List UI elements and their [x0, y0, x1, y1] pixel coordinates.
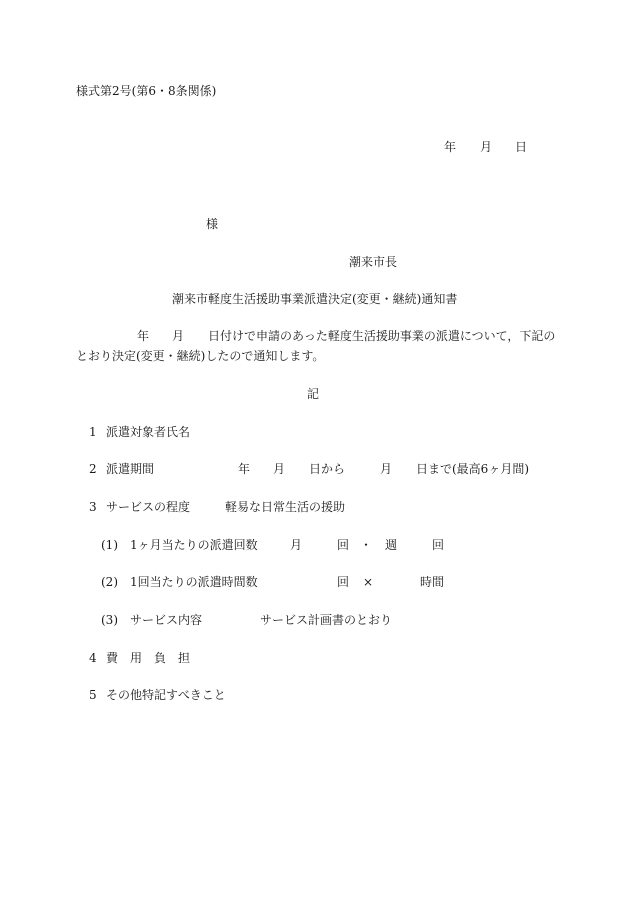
item-label: 派遣対象者氏名 [106, 425, 191, 439]
body-month: 月 [172, 329, 185, 343]
period-to: 日まで(最高6ヶ月間) [416, 462, 529, 476]
item-number: 4 [89, 651, 97, 665]
document-title: 潮来市軽度生活援助事業派遣決定(変更・継続)通知書 [172, 292, 458, 306]
form-number: 様式第2号(第6・8条関係) [76, 84, 217, 98]
subitem-count1: 回 [337, 538, 350, 552]
body-year: 年 [137, 329, 150, 343]
item-label: 費 用 負 担 [106, 651, 191, 665]
subitem-dot: ・ [360, 538, 373, 552]
item-value: 軽易な日常生活の援助 [225, 500, 346, 514]
subitem-number: (2) [101, 575, 118, 589]
period-year: 年 [238, 462, 251, 476]
date-day: 日 [515, 140, 528, 154]
subitem-count2: 回 [432, 538, 445, 552]
subitem-number: (3) [101, 613, 118, 627]
item-label: サービスの程度 [106, 500, 191, 514]
subitem-times: × [363, 575, 374, 589]
subitem-week: 週 [385, 538, 398, 552]
item-label: 派遣期間 [106, 462, 155, 476]
period-from: 日から [309, 462, 346, 476]
period-to-month: 月 [380, 462, 393, 476]
date-month: 月 [480, 140, 493, 154]
body-line1-rest: 日付けで申請のあった軽度生活援助事業の派遣について，下記の [208, 329, 556, 343]
item-label: その他特記すべきこと [106, 688, 226, 702]
subitem-label: 1回当たりの派遣時間数 [130, 575, 258, 589]
subitem-hours: 時間 [420, 575, 445, 589]
body-line2: とおり決定(変更・継続)したので通知します。 [76, 349, 325, 363]
item-number: 1 [89, 425, 97, 439]
item-number: 2 [89, 462, 97, 476]
item-number: 3 [89, 500, 97, 514]
subitem-value: サービス計画書のとおり [260, 613, 393, 627]
item-number: 5 [89, 688, 97, 702]
subitem-number: (1) [101, 538, 118, 552]
ki-heading: 記 [307, 387, 320, 401]
date-year: 年 [444, 140, 457, 154]
addressee-suffix: 様 [206, 217, 219, 231]
subitem-label: 1ヶ月当たりの派遣回数 [130, 538, 258, 552]
subitem-month: 月 [290, 538, 303, 552]
period-month: 月 [273, 462, 286, 476]
subitem-label: サービス内容 [130, 613, 203, 627]
subitem-count: 回 [337, 575, 350, 589]
issuer: 潮来市長 [349, 255, 398, 269]
